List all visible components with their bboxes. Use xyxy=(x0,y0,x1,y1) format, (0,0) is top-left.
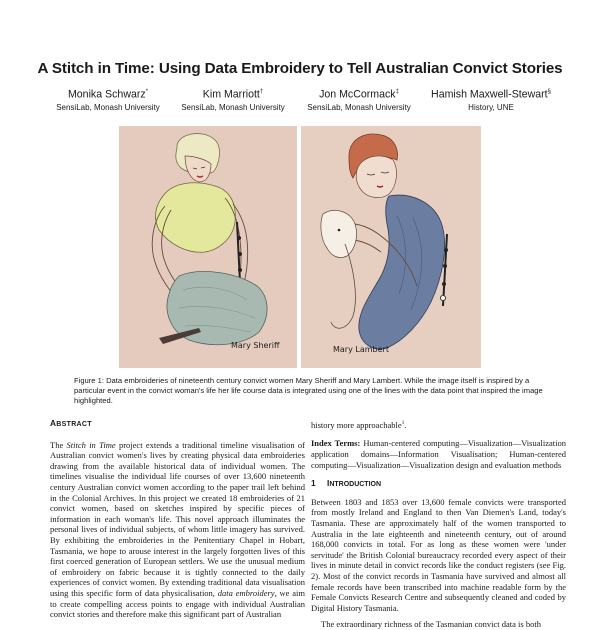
author-3 xyxy=(291,86,427,113)
author-affiliation: SensiLab, Monash University xyxy=(181,102,285,112)
embroidery-drawing-lambert xyxy=(301,126,481,368)
figure-caption: Figure 1: Data embroideries of nineteenth century convict women Mary Sheriff and Mary Lambert. While the image itself is inspired by a particular event in the convict woman's life her life course data is integrated using one of the lines with the data point that inspired the image highlighted. xyxy=(74,376,543,406)
author-mark: † xyxy=(259,89,264,95)
left-column xyxy=(50,418,305,620)
abstract-continuation: history more approachable$^1$. xyxy=(311,419,407,430)
author-name: Hamish Maxwell-Stewart xyxy=(431,88,548,101)
embroidery-image-mary-sheriff xyxy=(119,126,297,368)
introduction-paragraph-1: Between 1803 and 1853 over 13,600 female convicts were transported from mostly Ireland and England to then Van Diemen's Land, today's Tasmania. These are approximately half of the women transported to Australia in the late eighteenth and nineteenth century, out of around 168,000 convicts in total. For as long as these women were 'under servitude' the British Colonial bureaucracy recorded every aspect of their lives in minute detail in convict records like the conduct registers (see Fig. 2). Most of the convict records in Tasmania have survived and almost all female records have been transcribed into machine readable form by the Female Convicts Research Centre and subsequently cleaned and coded by Digital History Tasmania. xyxy=(311,496,566,613)
author-block xyxy=(40,86,560,114)
author-affiliation: SensiLab, Monash University xyxy=(56,102,160,112)
introduction-paragraph-2: The extraordinary richness of the Tasmanian convict data is both xyxy=(321,619,541,630)
author-name: Jon McCormack xyxy=(319,88,396,101)
footnote-mark: 1 xyxy=(401,420,405,426)
author-mark: ‡ xyxy=(395,89,399,95)
author-1 xyxy=(40,86,176,113)
right-column xyxy=(311,418,566,630)
author-name: Kim Marriott xyxy=(202,88,260,101)
author-name: Monika Schwarz xyxy=(67,88,146,101)
embroidery-drawing-sheriff xyxy=(119,126,297,368)
embroidery-label-sheriff: Mary Sheriff xyxy=(231,341,280,350)
introduction-heading: 1 INTRODUCTION xyxy=(311,478,382,489)
author-affiliation: SensiLab, Monash University xyxy=(307,102,411,112)
index-terms-label: Index Terms: xyxy=(311,438,361,449)
abstract-heading: ABSTRACT xyxy=(50,418,92,428)
paper-title: A Stitch in Time: Using Data Embroidery to Tell Australian Convict Stories xyxy=(37,60,563,77)
embroidery-label-lambert: Mary Lambert xyxy=(333,345,389,354)
author-mark: § xyxy=(547,89,551,95)
author-affiliation: History, UNE xyxy=(468,102,514,112)
author-4 xyxy=(423,86,559,113)
abstract-text: The Stitch in Time project extends a traditional timeline visualisation of Australian convict women's lives by creating physical data embroideries drawing from the available historical data of individual women. The timelines visualise the individual life courses of over 13,600 nineteenth century Australian convict women according to the paper trail left behind in the Colonial Archives. In this project we created 18 embroideries of 21 convict women, based on sketches inspired by specific pieces of information in each woman's life. This novel approach illuminates the personal lives of individual subjects, of whom little imagery has survived. By exhibiting the embroideries in the Penitentiary Chapel in Hobart, Tasmania, we hope to arouse interest in the largely forgotten lives of this first coerced generation of European settlers. We use the unusual medium of embroidery on fabric because it is tightly connected to the daily experiences of convict women. By extending traditional data visualisation using this specific form of data physicalisation, data embroidery, we aim to create compelling access points to engage with individual Australian convict stories and therefore make this significant part of Australian xyxy=(50,439,305,620)
embroidery-image-mary-lambert xyxy=(301,126,481,368)
author-2 xyxy=(165,86,301,113)
author-mark: * xyxy=(145,89,149,95)
index-terms: Index Terms: Human-centered computing—Visualization—Visualization application domains—Information Visualisation; Human-centered computing—Visualization—Visualization design and evaluation methods xyxy=(311,438,566,470)
